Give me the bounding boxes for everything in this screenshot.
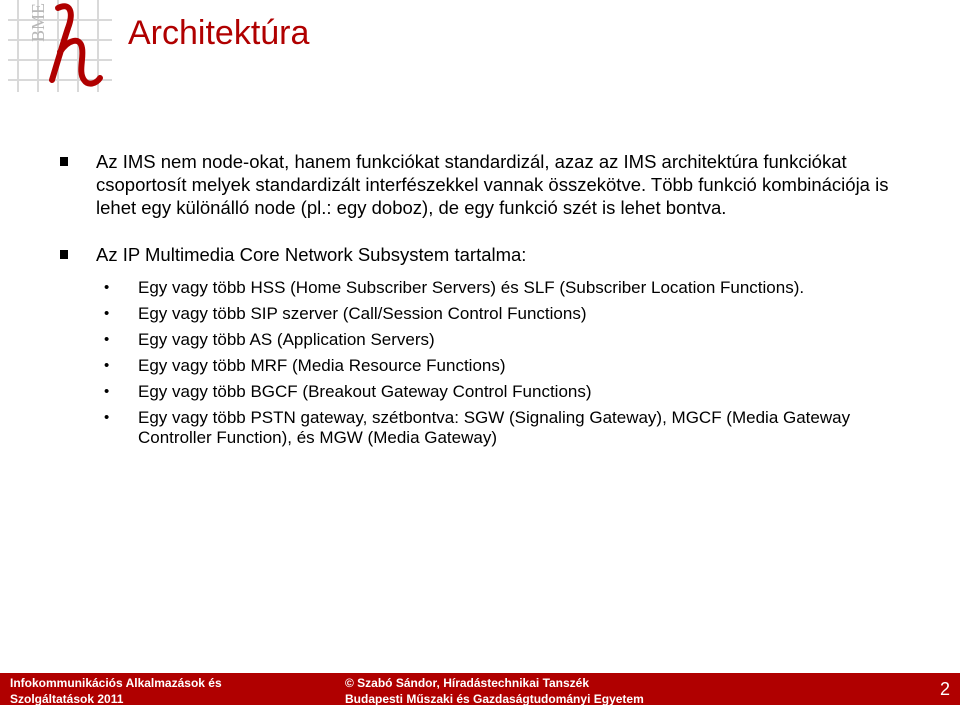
page-title: Architektúra <box>128 14 310 52</box>
bullet-text: Az IP Multimedia Core Network Subsystem tartalma: <box>96 244 527 265</box>
footer-author-line2: Budapesti Műszaki és Gazdaságtudományi Egyetem <box>345 692 644 706</box>
footer-course-line1: Infokommunikációs Alkalmazások és <box>10 676 222 690</box>
sub-bullet <box>56 304 916 324</box>
footer-course <box>10 675 222 707</box>
sub-bullet <box>56 382 916 402</box>
slide-content <box>56 150 916 454</box>
footer-bar <box>0 673 960 705</box>
sub-bullet <box>56 278 916 298</box>
bullet-1 <box>56 150 916 219</box>
page-number: 2 <box>939 679 950 699</box>
sub-bullet <box>56 330 916 350</box>
bullet-2 <box>56 243 916 266</box>
svg-text:BME: BME <box>28 2 48 42</box>
footer-author <box>345 675 644 707</box>
sub-bullet-text: Egy vagy több SIP szerver (Call/Session Control Functions) <box>138 304 587 323</box>
sub-bullet <box>56 356 916 376</box>
bme-logo <box>8 0 112 92</box>
sub-bullet-text: Egy vagy több AS (Application Servers) <box>138 330 435 349</box>
dot-bullet-icon: • <box>104 305 110 322</box>
dot-bullet-icon: • <box>104 331 110 348</box>
sub-bullet-list <box>56 278 916 448</box>
sub-bullet-text: Egy vagy több BGCF (Breakout Gateway Control Functions) <box>138 382 592 401</box>
square-bullet-icon <box>60 157 68 166</box>
sub-bullet-text: Egy vagy több MRF (Media Resource Functions) <box>138 356 506 375</box>
sub-bullet <box>56 408 916 448</box>
dot-bullet-icon: • <box>104 409 110 426</box>
footer-course-line2: Szolgáltatások 2011 <box>10 692 124 706</box>
dot-bullet-icon: • <box>104 383 110 400</box>
dot-bullet-icon: • <box>104 357 110 374</box>
dot-bullet-icon: • <box>104 279 110 296</box>
footer-author-line1: © Szabó Sándor, Híradástechnikai Tanszék <box>345 676 590 690</box>
square-bullet-icon <box>60 250 68 259</box>
bullet-text: Az IMS nem node-okat, hanem funkciókat standardizál, azaz az IMS architektúra funkciókat csoportosít melyek standardizált interfészekkel vannak összekötve. Több funkció kombinációja is lehet egy különálló node (pl.: egy doboz), de egy funkció szét is lehet bontva. <box>96 151 889 218</box>
sub-bullet-text: Egy vagy több HSS (Home Subscriber Servers) és SLF (Subscriber Location Functions). <box>138 278 805 297</box>
sub-bullet-text: Egy vagy több PSTN gateway, szétbontva: SGW (Signaling Gateway), MGCF (Media Gateway Controller Function), és MGW (Media Gateway) <box>138 408 851 447</box>
